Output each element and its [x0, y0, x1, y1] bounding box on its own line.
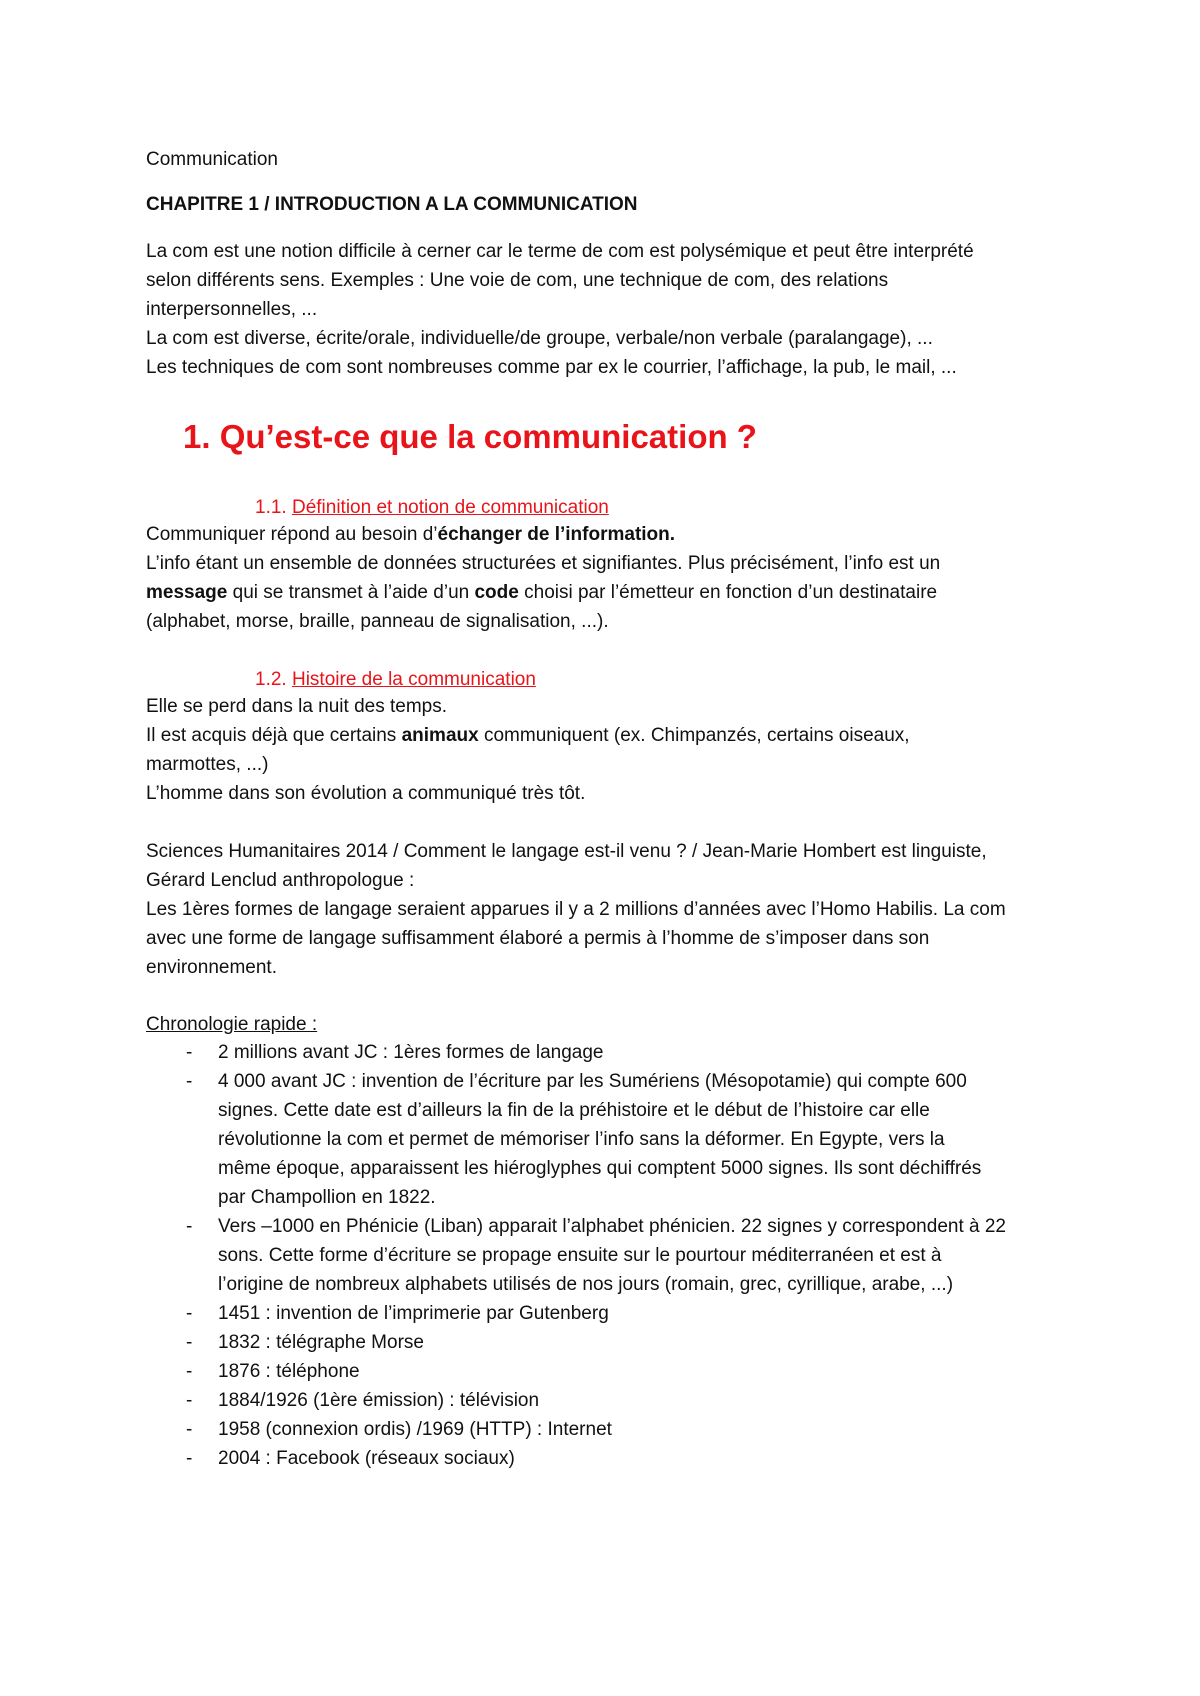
chapter-heading: CHAPITRE 1 / INTRODUCTION A LA COMMUNICATION: [146, 194, 638, 215]
subsection-number: 1.1.: [255, 497, 287, 518]
list-item-text: révolutionne la com et permet de mémoriser l’info sans la déformer. En Egypte, vers la: [218, 1129, 945, 1150]
intro-paragraph: [146, 237, 1066, 382]
subsection-title: Histoire de la communication: [291, 669, 536, 690]
list-item: - 1876 : téléphone: [146, 1357, 1066, 1386]
list-item: [146, 1212, 1066, 1299]
list-item-text: signes. Cette date est d’ailleurs la fin de la préhistoire et le début de l’histoire car elle: [218, 1100, 930, 1121]
text-run: Il est acquis déjà que certains: [146, 725, 402, 746]
sciences-line: Gérard Lenclud anthropologue :: [146, 870, 415, 891]
list-item: - 2004 : Facebook (réseaux sociaux): [146, 1444, 1066, 1473]
list-item-text: même époque, apparaissent les hiéroglyphes qui comptent 5000 signes. Ils sont déchiffrés: [218, 1158, 982, 1179]
sciences-line: Les 1ères formes de langage seraient apparues il y a 2 millions d’années avec l’Homo Habilis. La com: [146, 899, 1006, 920]
list-item: - 2 millions avant JC : 1ères formes de langage: [146, 1038, 1066, 1067]
intro-line: interpersonnelles, ...: [146, 299, 318, 320]
section-heading-1: 1. Qu’est-ce que la communication ?: [183, 418, 757, 455]
sciences-line: environnement.: [146, 957, 277, 978]
text-run: communiquent (ex. Chimpanzés, certains oiseaux,: [478, 725, 910, 746]
subsection-title: Définition et notion de communication: [291, 497, 609, 518]
list-item-text: par Champollion en 1822.: [218, 1187, 436, 1208]
definition-line: (alphabet, morse, braille, panneau de signalisation, ...).: [146, 611, 609, 632]
definition-paragraph: [146, 520, 1066, 636]
bold-text: animaux: [401, 725, 479, 746]
text-run: choisi par l’émetteur en fonction d’un destinataire: [518, 582, 938, 603]
list-item: [146, 1067, 1066, 1212]
list-item-text: l’origine de nombreux alphabets utilisés de nos jours (romain, grec, cyrillique, arabe, ...): [218, 1274, 954, 1295]
definition-line: L’info étant un ensemble de données structurées et signifiantes. Plus précisément, l’info est un: [146, 553, 941, 574]
history-line: [146, 721, 1066, 750]
list-item: - 1958 (connexion ordis) /1969 (HTTP) : Internet: [146, 1415, 1066, 1444]
intro-line: La com est une notion difficile à cerner car le terme de com est polysémique et peut être interprété: [146, 241, 974, 262]
definition-line: [146, 520, 1066, 549]
text-run: Communiquer répond au besoin d’: [146, 524, 438, 545]
bold-text: échanger de l’information.: [437, 524, 676, 545]
subsection-heading-1-2: [255, 665, 536, 694]
subsection-heading-1-1: [255, 493, 609, 522]
subsection-number: 1.2.: [255, 669, 287, 690]
sciences-paragraph: [146, 837, 1066, 982]
list-item-text: 4 000 avant JC : invention de l’écriture par les Sumériens (Mésopotamie) qui compte 600: [218, 1071, 967, 1092]
history-line: L’homme dans son évolution a communiqué très tôt.: [146, 783, 586, 804]
list-item: - 1884/1926 (1ère émission) : télévision: [146, 1386, 1066, 1415]
chronology-list: [146, 1038, 1066, 1473]
list-item: - 1832 : télégraphe Morse: [146, 1328, 1066, 1357]
history-line: Elle se perd dans la nuit des temps.: [146, 696, 448, 717]
intro-line: selon différents sens. Exemples : Une voie de com, une technique de com, des relations: [146, 270, 889, 291]
doc-title: Communication: [146, 149, 278, 170]
sciences-line: avec une forme de langage suffisamment élaboré a permis à l’homme de s’imposer dans son: [146, 928, 930, 949]
list-item-text: Vers –1000 en Phénicie (Liban) apparait l’alphabet phénicien. 22 signes y correspondent à 22: [218, 1216, 1006, 1237]
history-paragraph: [146, 692, 1066, 808]
sciences-line: Sciences Humanitaires 2014 / Comment le langage est-il venu ? / Jean-Marie Hombert est linguiste,: [146, 841, 987, 862]
definition-line: [146, 578, 1066, 607]
history-line: marmottes, ...): [146, 754, 269, 775]
intro-line: Les techniques de com sont nombreuses comme par ex le courrier, l’affichage, la pub, le mail, ...: [146, 357, 957, 378]
text-run: qui se transmet à l’aide d’un: [227, 582, 475, 603]
intro-line: La com est diverse, écrite/orale, individuelle/de groupe, verbale/non verbale (paralangage), ...: [146, 328, 933, 349]
chronology-title: Chronologie rapide :: [146, 1014, 318, 1035]
bold-text: message: [146, 582, 228, 603]
list-item: - 1451 : invention de l’imprimerie par Gutenberg: [146, 1299, 1066, 1328]
bold-text: code: [474, 582, 519, 603]
list-item-text: sons. Cette forme d’écriture se propage ensuite sur le pourtour méditerranéen et est à: [218, 1245, 942, 1266]
